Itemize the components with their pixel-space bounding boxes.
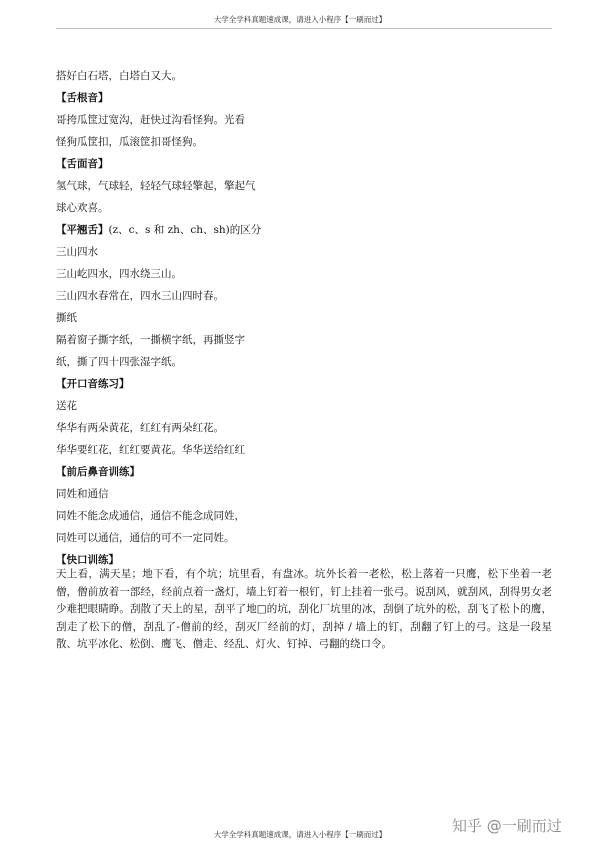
section-heading-tongue-twister: 【快口训练】 bbox=[56, 554, 119, 566]
section-line: 隔着窗子撕字纸，一撕横字纸，再撕竖字 bbox=[56, 334, 245, 346]
section-line: 怪狗瓜筐扣，瓜滚筐扣哥怪狗。 bbox=[56, 136, 203, 148]
intro-line: 搭好白石塔，白塔白又大。 bbox=[56, 70, 182, 82]
section-line: 同姓和通信 bbox=[56, 488, 109, 500]
section-line: 三山屹四水，四水绕三山。 bbox=[56, 268, 182, 280]
section-line: 华华有两朵黄花，红红有两朵红花。 bbox=[56, 422, 224, 434]
section-line: 撕纸 bbox=[56, 312, 77, 324]
section-line: 华华要红花，红红要黄花。华华送给红红 bbox=[56, 444, 245, 456]
section-heading-open-mouth: 【开口音练习】 bbox=[56, 378, 130, 390]
section-heading-label: 【平翘舌】 bbox=[56, 224, 109, 236]
section-line: 球心欢喜。 bbox=[56, 202, 109, 214]
section-line: 三山四水 bbox=[56, 246, 98, 258]
page-header: 大学全学科真题速成课，请进入小程序【一刷而过】 bbox=[213, 15, 387, 24]
section-heading-velar: 【舌根音】 bbox=[56, 92, 109, 104]
section-heading-palatal: 【舌面音】 bbox=[56, 158, 109, 170]
section-line: 同姓不能念成通信，通信不能念成同姓， bbox=[56, 510, 245, 522]
page-footer: 大学全学科真题速成课，请进入小程序【一刷而过】 bbox=[213, 830, 387, 839]
section-heading-nasal: 【前后鼻音训练】 bbox=[56, 466, 140, 478]
section-line: 同姓可以通信，通信的可不一定同姓。 bbox=[56, 532, 235, 544]
header-divider bbox=[56, 28, 552, 29]
section-heading-flat-retroflex bbox=[56, 224, 552, 236]
section-line: 送花 bbox=[56, 400, 77, 412]
section-heading-note: (z、c、s 和 zh、ch、sh)的区分 bbox=[108, 224, 262, 236]
section-line: 氢气球，气球轻，轻轻气球轻擎起，擎起气 bbox=[56, 180, 256, 192]
document-body bbox=[56, 70, 552, 654]
tongue-twister-paragraph: 天上看，满天星；地下看，有个坑；坑里看，有盘冰。坑外长着一老松，松上落着一只鹰，松下坐着一老僧，僧前放着一部经，经前点着一盏灯，墙上钉着一根钉，钉上挂着一张弓。说刮风，就刮风，刮得男女老少难把眼睛睁。刮散了天上的星，刮平了地□的坑，刮化厂坑里的冰，刮倒了坑外的松，刮飞了松卜的鹰，刮走了松下的僧，刮乱了-僧前的经，刮灭厂经前的灯，刮掉 / 墙上的钉，刮翻了钉上的弓。这是一段星散、坑平冰化、松倒、鹰飞、僧走、经乱、灯火、钉掉、弓翻的绕口令。 bbox=[56, 568, 552, 650]
section-line: 纸，撕了四十四张湿字纸。 bbox=[56, 356, 182, 368]
section-line: 哥挎瓜筐过宽沟，赶快过沟看怪狗。光看 bbox=[56, 114, 245, 126]
section-line: 三山四水春常在，四水三山四时春。 bbox=[56, 290, 224, 302]
watermark: 知乎 @一刷而过 bbox=[452, 817, 562, 835]
